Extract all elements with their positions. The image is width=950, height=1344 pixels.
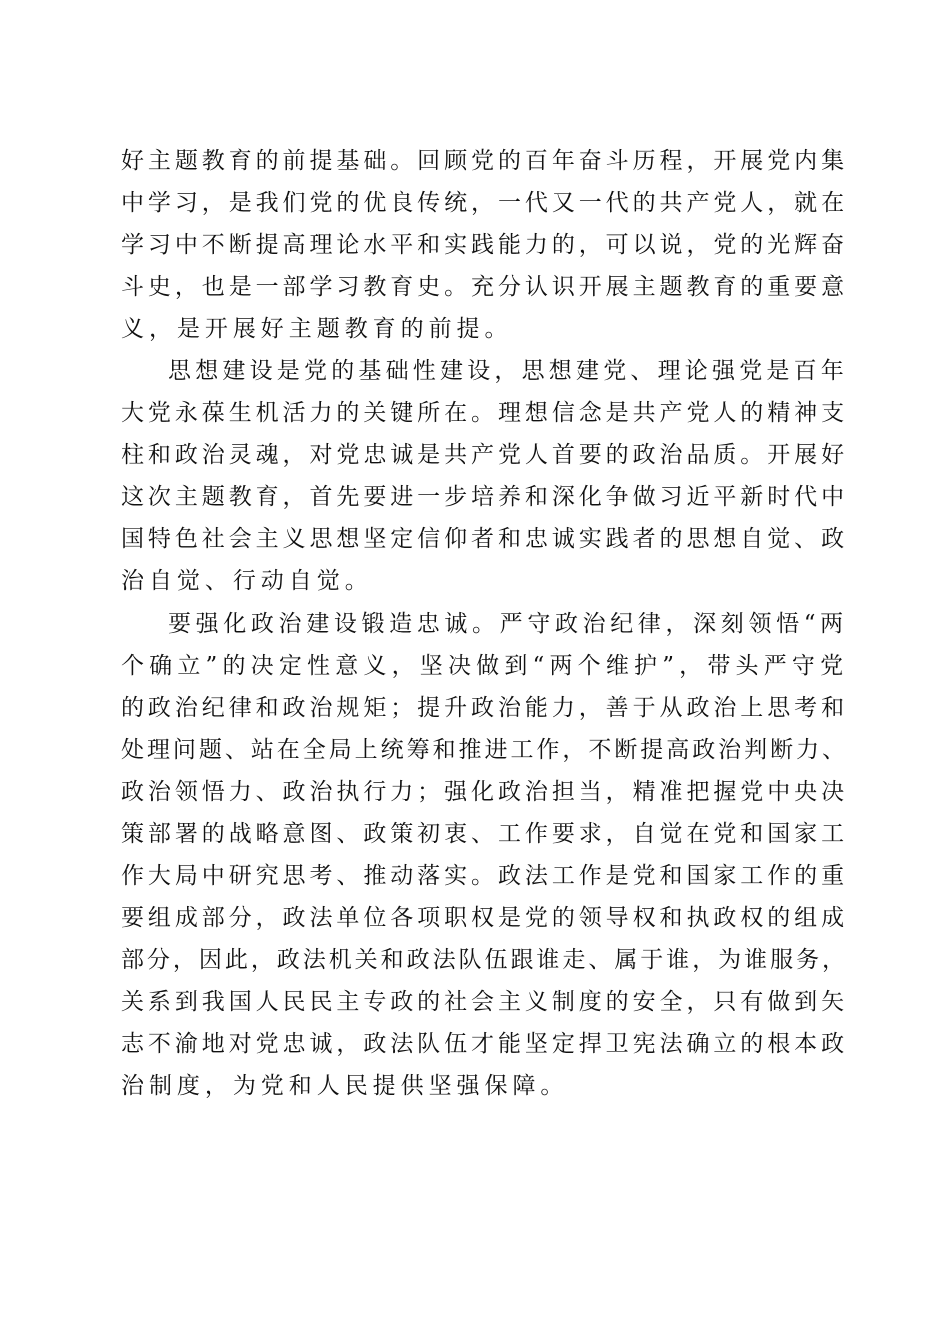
text-line: 个确立”的决定性意义，坚决做到“两个维护”，带头严守党 [121, 653, 849, 679]
text-line: 志不渝地对党忠诚，政法队伍才能坚定捍卫宪法确立的根本政 [121, 1031, 848, 1057]
text-line: 治制度，为党和人民提供坚强保障。 [121, 1073, 569, 1099]
text-line: 这次主题教育，首先要进一步培养和深化争做习近平新时代中 [121, 484, 848, 510]
text-line: 部分，因此，政法机关和政法队伍跟谁走、属于谁，为谁服务， [121, 947, 848, 973]
text-line: 处理问题、站在全局上统筹和推进工作，不断提高政治判断力、 [121, 737, 848, 763]
text-line: 作大局中研究思考、推动落实。政法工作是党和国家工作的重 [121, 863, 848, 889]
text-line: 关系到我国人民民主专政的社会主义制度的安全，只有做到矢 [121, 989, 848, 1015]
text-line: 的政治纪律和政治规矩；提升政治能力，善于从政治上思考和 [121, 695, 848, 721]
text-line: 国特色社会主义思想坚定信仰者和忠诚实践者的思想自觉、政 [121, 526, 848, 552]
text-line: 好主题教育的前提基础。回顾党的百年奋斗历程，开展党内集 [121, 148, 848, 174]
text-line: 大党永葆生机活力的关键所在。理想信念是共产党人的精神支 [121, 400, 848, 426]
text-line: 中学习，是我们党的优良传统，一代又一代的共产党人，就在 [121, 190, 848, 216]
text-line: 斗史，也是一部学习教育史。充分认识开展主题教育的重要意 [121, 274, 848, 300]
text-line: 柱和政治灵魂，对党忠诚是共产党人首要的政治品质。开展好 [121, 442, 848, 468]
text-line: 策部署的战略意图、政策初衷、工作要求，自觉在党和国家工 [121, 821, 848, 847]
text-line: 学习中不断提高理论水平和实践能力的，可以说，党的光辉奋 [121, 232, 848, 258]
text-line: 要组成部分，政法单位各项职权是党的领导权和执政权的组成 [121, 905, 848, 931]
paragraph-first-line: 思想建设是党的基础性建设，思想建党、理论强党是百年 [168, 358, 848, 384]
text-line: 政治领悟力、政治执行力；强化政治担当，精准把握党中央决 [121, 779, 848, 805]
paragraph-first-line: 要强化政治建设锻造忠诚。严守政治纪律，深刻领悟“两 [168, 611, 848, 637]
text-line: 治自觉、行动自觉。 [121, 568, 373, 594]
text-line: 义，是开展好主题教育的前提。 [121, 316, 513, 342]
